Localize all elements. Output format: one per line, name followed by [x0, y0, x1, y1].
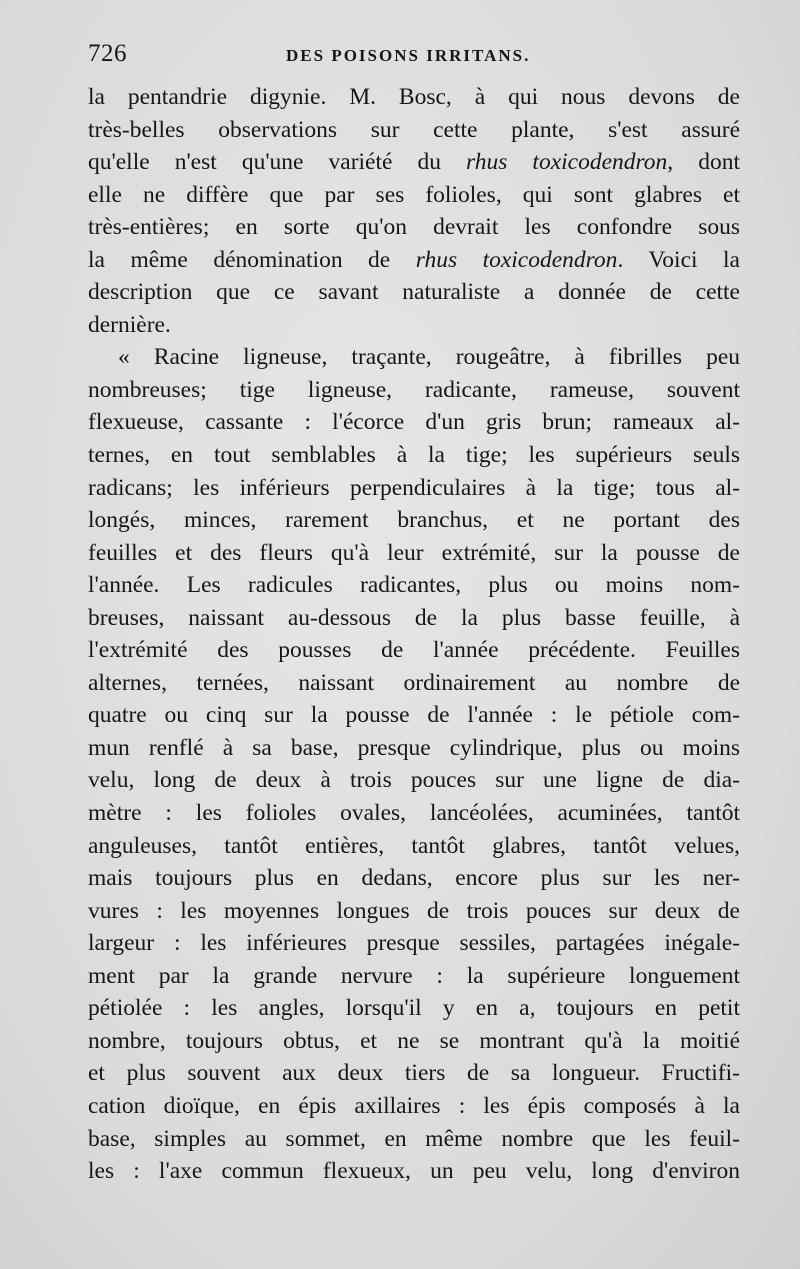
text-line: cation dioïque, en épis axillaires : les épis composés à la: [88, 1092, 740, 1119]
text-line: breuses, naissant au-dessous de la plus basse feuille, à: [88, 604, 740, 631]
text-line: et plus souvent aux deux tiers de sa longueur. Fructifi-: [88, 1060, 740, 1087]
running-title: DES POISONS IRRITANS.: [286, 46, 531, 65]
text-line: la pentandrie digynie. M. Bosc, à qui nous devons de: [88, 84, 740, 110]
text-line: ment par la grande nervure : la supérieure longuement: [88, 962, 740, 989]
text-line: les : l'axe commun flexueux, un peu velu, long d'environ: [88, 1158, 740, 1185]
text-line: velu, long de deux à trois pouces sur une ligne de dia-: [88, 767, 740, 794]
text-line: la même dénomination de rhus toxicodendron. Voici la: [88, 246, 740, 273]
text-line: alternes, ternées, naissant ordinairement au nombre de: [88, 669, 740, 696]
text-line: très-belles observations sur cette plante, s'est assuré: [88, 116, 740, 143]
text-line: l'année. Les radicules radicantes, plus ou moins nom-: [88, 572, 740, 599]
text-line: radicans; les inférieurs perpendiculaires à la tige; tous al-: [88, 474, 740, 501]
text-line: nombreuses; tige ligneuse, radicante, rameuse, souvent: [88, 376, 740, 403]
italic-term: rhus toxicodendron: [466, 149, 668, 176]
text-line: base, simples au sommet, en même nombre que les feuil-: [88, 1125, 740, 1152]
page-number: 726: [88, 40, 127, 67]
text-line: feuilles et des fleurs qu'à leur extrémité, sur la pousse de: [88, 539, 740, 566]
text-line: très-entières; en sorte qu'on devrait les confondre sous: [88, 214, 740, 241]
text-line: longés, minces, rarement branchus, et ne portant des: [88, 507, 740, 534]
text-line: ternes, en tout semblables à la tige; les supérieurs seuls: [88, 442, 740, 469]
text-line: mètre : les folioles ovales, lancéolées, acuminées, tantôt: [88, 800, 740, 827]
text-line: mais toujours plus en dedans, encore plus sur les ner-: [88, 865, 740, 892]
text-line: pétiolée : les angles, lorsqu'il y en a, toujours en petit: [88, 995, 740, 1022]
text-line: qu'elle n'est qu'une variété du rhus toxicodendron, dont: [88, 149, 740, 176]
page-header: [88, 40, 728, 80]
text-line: nombre, toujours obtus, et ne se montrant qu'à la moitié: [88, 1027, 740, 1054]
text-line: « Racine ligneuse, traçante, rougeâtre, à fibrilles peu: [118, 344, 740, 371]
text-line: elle ne diffère que par ses folioles, qui sont glabres et: [88, 181, 740, 208]
text-line: flexueuse, cassante : l'écorce d'un gris brun; rameaux al-: [88, 409, 740, 436]
text-line: anguleuses, tantôt entières, tantôt glabres, tantôt velues,: [88, 832, 740, 859]
text-line: l'extrémité des pousses de l'année précédente. Feuilles: [88, 637, 740, 664]
text-line: quatre ou cinq sur la pousse de l'année : le pétiole com-: [88, 702, 740, 729]
text-line: largeur : les inférieures presque sessiles, partagées inégale-: [88, 930, 740, 957]
text-line: vures : les moyennes longues de trois pouces sur deux de: [88, 897, 740, 924]
italic-term: rhus toxicodendron: [415, 246, 618, 273]
body-text: [88, 81, 740, 1188]
text-line: mun renflé à sa base, presque cylindrique, plus ou moins: [88, 734, 740, 761]
text-line: description que ce savant naturaliste a donnée de cette: [88, 279, 740, 306]
text-line: dernière.: [88, 311, 171, 338]
